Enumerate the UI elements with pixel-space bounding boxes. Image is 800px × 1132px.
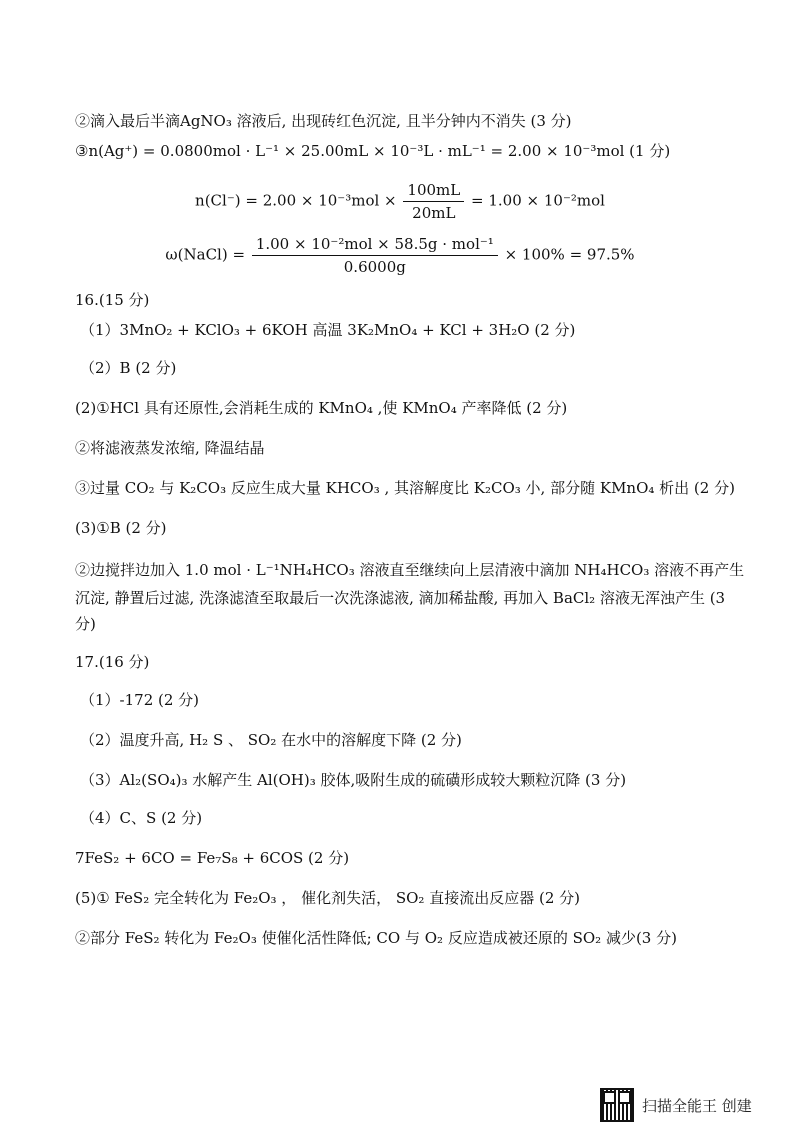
equation-left: ω(NaCl) = bbox=[165, 245, 246, 264]
equation-right: = 1.00 × 10⁻²mol bbox=[471, 191, 605, 210]
section-heading: 16.(15 分) bbox=[75, 291, 150, 309]
watermark-text: 扫描全能王 创建 bbox=[642, 1096, 752, 1115]
equation-nacl bbox=[0, 234, 800, 277]
fraction-numerator: 1.00 × 10⁻²mol × 58.5g · mol⁻¹ bbox=[252, 234, 498, 256]
text-line: ②部分 FeS₂ 转化为 Fe₂O₃ 使催化活性降低; CO 与 O₂ 反应造成被还原的 SO₂ 减少(3 分) bbox=[75, 929, 677, 947]
equation-cl bbox=[0, 180, 800, 223]
text-line: 7FeS₂ + 6CO = Fe₇S₈ + 6COS (2 分) bbox=[75, 849, 350, 867]
text-line: ③过量 CO₂ 与 K₂CO₃ 反应生成大量 KHCO₃ , 其溶解度比 K₂CO₃ 小, 部分随 KMnO₄ 析出 (2 分) bbox=[75, 479, 735, 497]
text-line: ②边搅拌边加入 1.0 mol · L⁻¹NH₄HCO₃ 溶液直至继续向上层清液中滴加 NH₄HCO₃ 溶液不再产生 bbox=[75, 561, 745, 579]
text-line: （1）-172 (2 分) bbox=[80, 691, 200, 709]
text-line: （2）温度升高, H₂ S 、 SO₂ 在水中的溶解度下降 (2 分) bbox=[80, 731, 462, 749]
qr-code-icon bbox=[600, 1088, 634, 1122]
fraction-denominator: 20mL bbox=[412, 204, 456, 222]
equation-right: × 100% = 97.5% bbox=[504, 245, 635, 264]
text-line: （1）3MnO₂ + KClO₃ + 6KOH 高温 3K₂MnO₄ + KCl + 3H₂O (2 分) bbox=[80, 321, 576, 339]
text-line: 沉淀, 静置后过滤, 洗涤滤渣至取最后一次洗涤滤液, 滴加稀盐酸, 再加入 BaCl₂ 溶液无浑浊产生 (3 bbox=[75, 589, 726, 607]
text-line: (3)①B (2 分) bbox=[75, 519, 167, 537]
section-heading: 17.(16 分) bbox=[75, 653, 150, 671]
fraction bbox=[403, 180, 464, 223]
text-line: （4）C、S (2 分) bbox=[80, 809, 203, 827]
fraction-denominator: 0.6000g bbox=[343, 258, 406, 276]
equation-left: n(Cl⁻) = 2.00 × 10⁻³mol × bbox=[195, 191, 397, 210]
fraction bbox=[252, 234, 498, 277]
text-line: 分) bbox=[75, 615, 96, 633]
text-line: (2)①HCl 具有还原性,会消耗生成的 KMnO₄ ,使 KMnO₄ 产率降低 (2 分) bbox=[75, 399, 568, 417]
text-line: ②将滤液蒸发浓缩, 降温结晶 bbox=[75, 439, 265, 457]
text-line: (5)① FeS₂ 完全转化为 Fe₂O₃ ， 催化剂失活， SO₂ 直接流出反应器 (2 分) bbox=[75, 889, 580, 907]
fraction-numerator: 100mL bbox=[403, 180, 464, 202]
text-line: ③n(Ag⁺) = 0.0800mol · L⁻¹ × 25.00mL × 10⁻³L · mL⁻¹ = 2.00 × 10⁻³mol (1 分) bbox=[75, 142, 671, 160]
text-line: （2）B (2 分) bbox=[80, 359, 177, 377]
text-line: （3）Al₂(SO₄)₃ 水解产生 Al(OH)₃ 胶体,吸附生成的硫磺形成较大颗粒沉降 (3 分) bbox=[80, 771, 627, 789]
scanner-watermark bbox=[600, 1087, 790, 1123]
text-line: ②滴入最后半滴AgNO₃ 溶液后, 出现砖红色沉淀, 且半分钟内不消失 (3 分) bbox=[75, 112, 572, 130]
